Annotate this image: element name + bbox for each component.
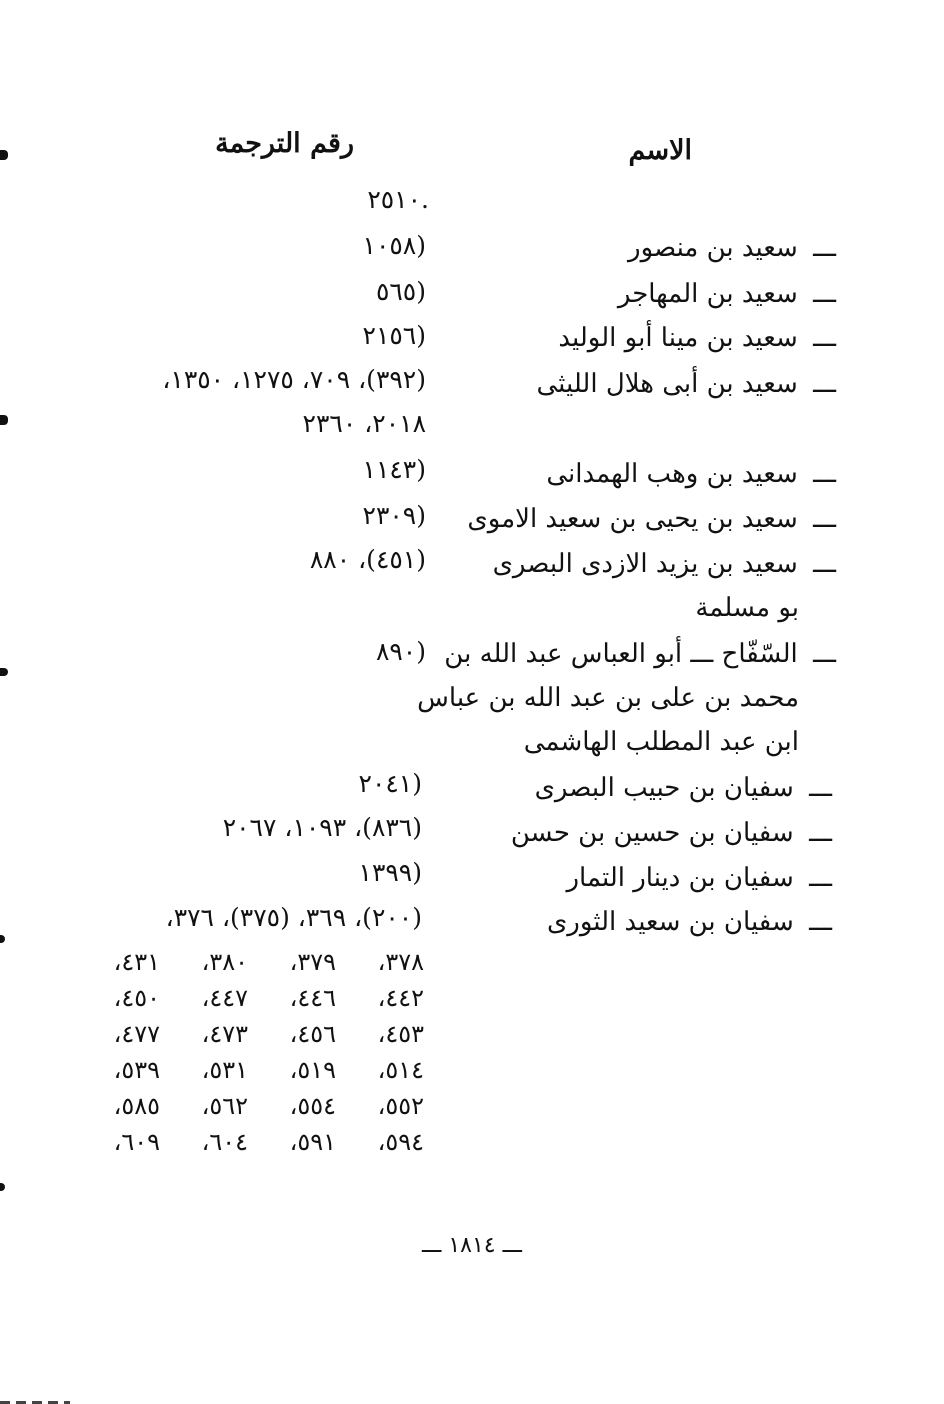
ref-number: ٥٥٢،	[377, 1092, 424, 1120]
ref-number: ٣٨٠،	[201, 948, 248, 976]
entry-name-text: سعيد بن يزيد الازدى البصرى	[492, 549, 798, 579]
entry-name	[444, 636, 836, 672]
entry-dash: ـــ	[809, 907, 832, 937]
entry-name-text: سفيان بن سعيد الثورى	[546, 907, 794, 937]
ref-number: ٤٥٦،	[289, 1020, 336, 1048]
ref-number: ٤٤٧،	[201, 984, 248, 1012]
ref-number: ٥٩٤،	[377, 1128, 424, 1156]
entry-refs-continued: ٢٠١٨، ٢٣٦٠	[302, 409, 426, 438]
entry-refs: (٣٩٢)، ٧٠٩، ١٢٧٥، ١٣٥٠،	[162, 365, 426, 394]
entry-name	[536, 366, 836, 402]
entry-dash: ـــ	[813, 639, 836, 669]
entry-name-text: سفيان بن دينار التمار	[566, 863, 794, 893]
entry-dash: ـــ	[813, 279, 836, 309]
entry-refs: (٢٠٠)، ٣٦٩، (٣٧٥)، ٣٧٦،	[165, 903, 422, 932]
ref-number: ٥٣١،	[201, 1056, 248, 1084]
entry-dash: ـــ	[809, 863, 832, 893]
entry-name	[511, 815, 832, 851]
entry-refs: (١٣٩٩	[358, 858, 422, 887]
binding-mark	[0, 415, 8, 425]
entry-name-text: سعيد بن مينا أبو الوليد	[558, 323, 798, 353]
entry-name	[535, 770, 832, 806]
entry-name-text: سعيد بن يحيى بن سعيد الاموى	[467, 504, 798, 534]
ref-number: ٥١٩،	[289, 1056, 336, 1084]
ref-number: ٤٤٦،	[289, 984, 336, 1012]
entry-name-text: سعيد بن المهاجر	[617, 279, 798, 309]
ref-number: ٦٠٤،	[201, 1128, 248, 1156]
ref-number: ٤٧٣،	[201, 1020, 248, 1048]
ref-number: ٤٥٠،	[113, 984, 160, 1012]
entry-refs: (٢٠٤١	[358, 769, 422, 798]
entry-refs: (٢٣٠٩	[362, 501, 426, 530]
entry-dash: ـــ	[809, 773, 832, 803]
entry-refs: (٨٩٠	[375, 637, 426, 666]
entry-name	[628, 230, 836, 266]
page-number: ـــ ١٨١٤ ـــ	[422, 1233, 522, 1258]
entry-dash: ـــ	[813, 459, 836, 489]
ref-number: ٥٣٩،	[113, 1056, 160, 1084]
ref-column-header: رقم الترجمة	[215, 128, 354, 159]
entry-dash: ـــ	[809, 818, 832, 848]
ref-number: ٣٧٨،	[377, 948, 424, 976]
entry-dash: ـــ	[813, 323, 836, 353]
entry-dash: ـــ	[813, 233, 836, 263]
entry-dash: ـــ	[813, 504, 836, 534]
ref-number: ٤٤٢،	[377, 984, 424, 1012]
entry-dash: ـــ	[813, 549, 836, 579]
ref-number: ٤٣١،	[113, 948, 160, 976]
ref-number: ٥٥٤،	[289, 1092, 336, 1120]
entry-refs: (٥٦٥	[375, 277, 426, 306]
entry-dash: ـــ	[813, 369, 836, 399]
entry-name	[618, 276, 836, 312]
ref-number: ٥٩١،	[289, 1128, 336, 1156]
entry-name-continued: محمد بن على بن عبد الله بن عباس	[417, 683, 799, 713]
entry-name	[467, 501, 836, 537]
ref-number: ٥٦٢،	[201, 1092, 248, 1120]
entry-name-text: السّفّاح ـــ أبو العباس عبد الله بن	[444, 639, 798, 669]
ref-number: ٤٧٧،	[113, 1020, 160, 1048]
binding-mark	[0, 935, 5, 943]
entry-name-text: سفيان بن حسين بن حسن	[510, 818, 794, 848]
name-column-header: الاسم	[628, 135, 692, 166]
entry-refs: (٢١٥٦	[362, 321, 426, 350]
entry-refs: (١٠٥٨	[362, 231, 426, 260]
entry-name-text: سفيان بن حبيب البصرى	[534, 773, 794, 803]
ref-number: ٤٥٣،	[377, 1020, 424, 1048]
entry-name	[547, 904, 832, 940]
entry-name	[566, 860, 832, 896]
entry-name-continued: ابن عبد المطلب الهاشمى	[523, 727, 799, 757]
entry-name-text: سعيد بن أبى هلال الليثى	[536, 369, 798, 399]
ref-number: ٣٧٩،	[289, 948, 336, 976]
entry-name-text: سعيد بن وهب الهمدانى	[546, 459, 798, 489]
entry-name-text: سعيد بن منصور	[628, 233, 798, 263]
binding-mark	[0, 150, 8, 160]
ref-number: ٥١٤،	[377, 1056, 424, 1084]
entry-refs: (٤٥١)، ٨٨٠	[309, 545, 426, 574]
thawri-refs-grid	[72, 944, 424, 1160]
binding-mark	[0, 668, 8, 676]
entry-name	[493, 546, 836, 582]
ref-number: ٥٨٥،	[113, 1092, 160, 1120]
binding-mark	[0, 1183, 5, 1191]
previous-refs-tail: .٢٥١٠	[367, 185, 429, 214]
entry-refs: (٨٣٦)، ١٠٩٣، ٢٠٦٧	[222, 813, 422, 842]
entry-refs: (١١٤٣	[362, 455, 426, 484]
ref-number: ٦٠٩،	[113, 1128, 160, 1156]
entry-name	[558, 320, 836, 356]
entry-name	[546, 456, 836, 492]
entry-name-continued: بو مسلمة	[695, 593, 799, 623]
